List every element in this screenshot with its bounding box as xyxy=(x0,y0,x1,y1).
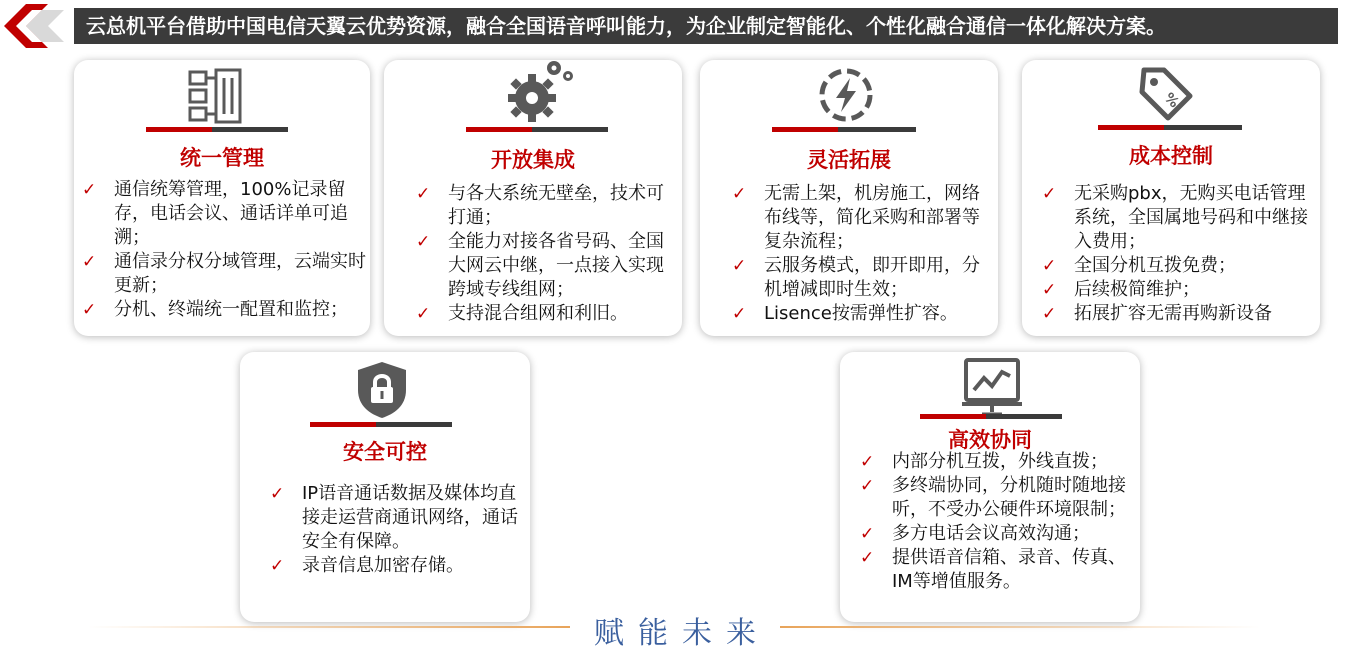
check-icon: ✓ xyxy=(1042,304,1057,324)
footer-line-right xyxy=(780,626,1260,628)
card-title: 安全可控 xyxy=(343,440,427,464)
divider-bar xyxy=(920,414,1062,419)
card-unified-management xyxy=(74,60,370,336)
card-open-integration xyxy=(384,60,682,336)
list-item: ✓ 无采购pbx，无购买电话管理系统，全国属地号码和中继接入费用； xyxy=(1042,183,1308,252)
list-item: ✓ 通信录分权分域管理，云端实时更新； xyxy=(82,251,366,296)
gears-icon xyxy=(502,54,582,126)
list-item: ✓ 云服务模式，即开即用，分机增减即时生效； xyxy=(732,255,980,300)
feature-list xyxy=(416,182,678,326)
check-icon: ✓ xyxy=(860,452,875,472)
list-item: ✓ 录音信息加密存储。 xyxy=(270,555,464,576)
check-icon: ✓ xyxy=(860,524,875,544)
card-title: 成本控制 xyxy=(1129,144,1213,168)
list-item: ✓ Lisence按需弹性扩容。 xyxy=(732,303,958,324)
check-icon: ✓ xyxy=(732,256,747,276)
footer xyxy=(0,606,1360,651)
list-item: ✓ 全国分机互拨免费； xyxy=(1042,255,1236,276)
check-icon: ✓ xyxy=(1042,280,1057,300)
check-icon: ✓ xyxy=(82,300,97,320)
check-icon: ✓ xyxy=(416,304,431,324)
building-icon xyxy=(186,68,246,124)
feature-list xyxy=(270,482,526,578)
check-icon: ✓ xyxy=(860,476,875,496)
list-item: ✓ 支持混合组网和利旧。 xyxy=(416,303,628,324)
price-tag-icon xyxy=(1136,64,1196,124)
feature-list xyxy=(860,450,1136,594)
card-title: 统一管理 xyxy=(180,146,264,170)
card-title: 开放集成 xyxy=(491,148,575,172)
presentation-chart-icon xyxy=(962,358,1022,416)
lightning-cycle-icon xyxy=(814,66,878,124)
list-item: ✓ 通信统筹管理，100%记录留存，电话会议、通话详单可追溯； xyxy=(82,179,348,248)
list-item: ✓ 多方电话会议高效沟通； xyxy=(860,523,1090,544)
check-icon: ✓ xyxy=(732,184,747,204)
card-efficient-collaboration xyxy=(840,352,1140,622)
check-icon: ✓ xyxy=(416,232,431,252)
list-item: ✓ 无需上架，机房施工，网络布线等，简化采购和部署等复杂流程； xyxy=(732,183,980,252)
list-item: ✓ 提供语音信箱、录音、传真、IM等增值服务。 xyxy=(860,547,1126,592)
divider-bar xyxy=(1098,125,1242,130)
divider-bar xyxy=(466,127,608,132)
list-item: ✓ 与各大系统无壁垒，技术可打通； xyxy=(416,183,664,228)
feature-list xyxy=(1042,182,1318,326)
card-cost-control xyxy=(1022,60,1320,336)
check-icon: ✓ xyxy=(1042,256,1057,276)
list-item: ✓ 多终端协同，分机随时随地接听，不受办公硬件环境限制； xyxy=(860,475,1126,520)
list-item: ✓ 拓展扩容无需再购新设备 xyxy=(1042,303,1272,324)
check-icon: ✓ xyxy=(860,548,875,568)
card-title: 高效协同 xyxy=(948,428,1032,452)
header-banner: 云总机平台借助中国电信天翼云优势资源，融合全国语音呼叫能力，为企业制定智能化、个性化融合通信一体化解决方案。 xyxy=(74,8,1338,44)
check-icon: ✓ xyxy=(732,304,747,324)
check-icon: ✓ xyxy=(270,556,285,576)
footer-slogan: 赋能未来 xyxy=(594,616,770,651)
company-logo xyxy=(2,2,70,50)
list-item: ✓ 全能力对接各省号码、全国大网云中继，一点接入实现跨域专线组网； xyxy=(416,231,664,300)
divider-bar xyxy=(310,422,452,427)
shield-lock-icon xyxy=(356,360,408,420)
list-item: ✓ 后续极简维护； xyxy=(1042,279,1200,300)
feature-list xyxy=(732,182,994,326)
list-item: ✓ IP语音通话数据及媒体均直接走运营商通讯网络，通话安全有保障。 xyxy=(270,483,518,552)
check-icon: ✓ xyxy=(416,184,431,204)
card-security-control xyxy=(240,352,530,622)
card-title: 灵活拓展 xyxy=(807,148,891,172)
check-icon: ✓ xyxy=(1042,184,1057,204)
list-item: ✓ 内部分机互拨，外线直拨； xyxy=(860,451,1108,472)
footer-line-left xyxy=(88,626,570,628)
check-icon: ✓ xyxy=(82,180,97,200)
card-flexible-expansion xyxy=(700,60,998,336)
divider-bar xyxy=(146,127,288,132)
list-item: ✓ 分机、终端统一配置和监控； xyxy=(82,299,348,320)
feature-list xyxy=(82,178,366,322)
svg-text:%: % xyxy=(1160,90,1182,112)
check-icon: ✓ xyxy=(82,252,97,272)
check-icon: ✓ xyxy=(270,484,285,504)
divider-bar xyxy=(772,127,916,132)
